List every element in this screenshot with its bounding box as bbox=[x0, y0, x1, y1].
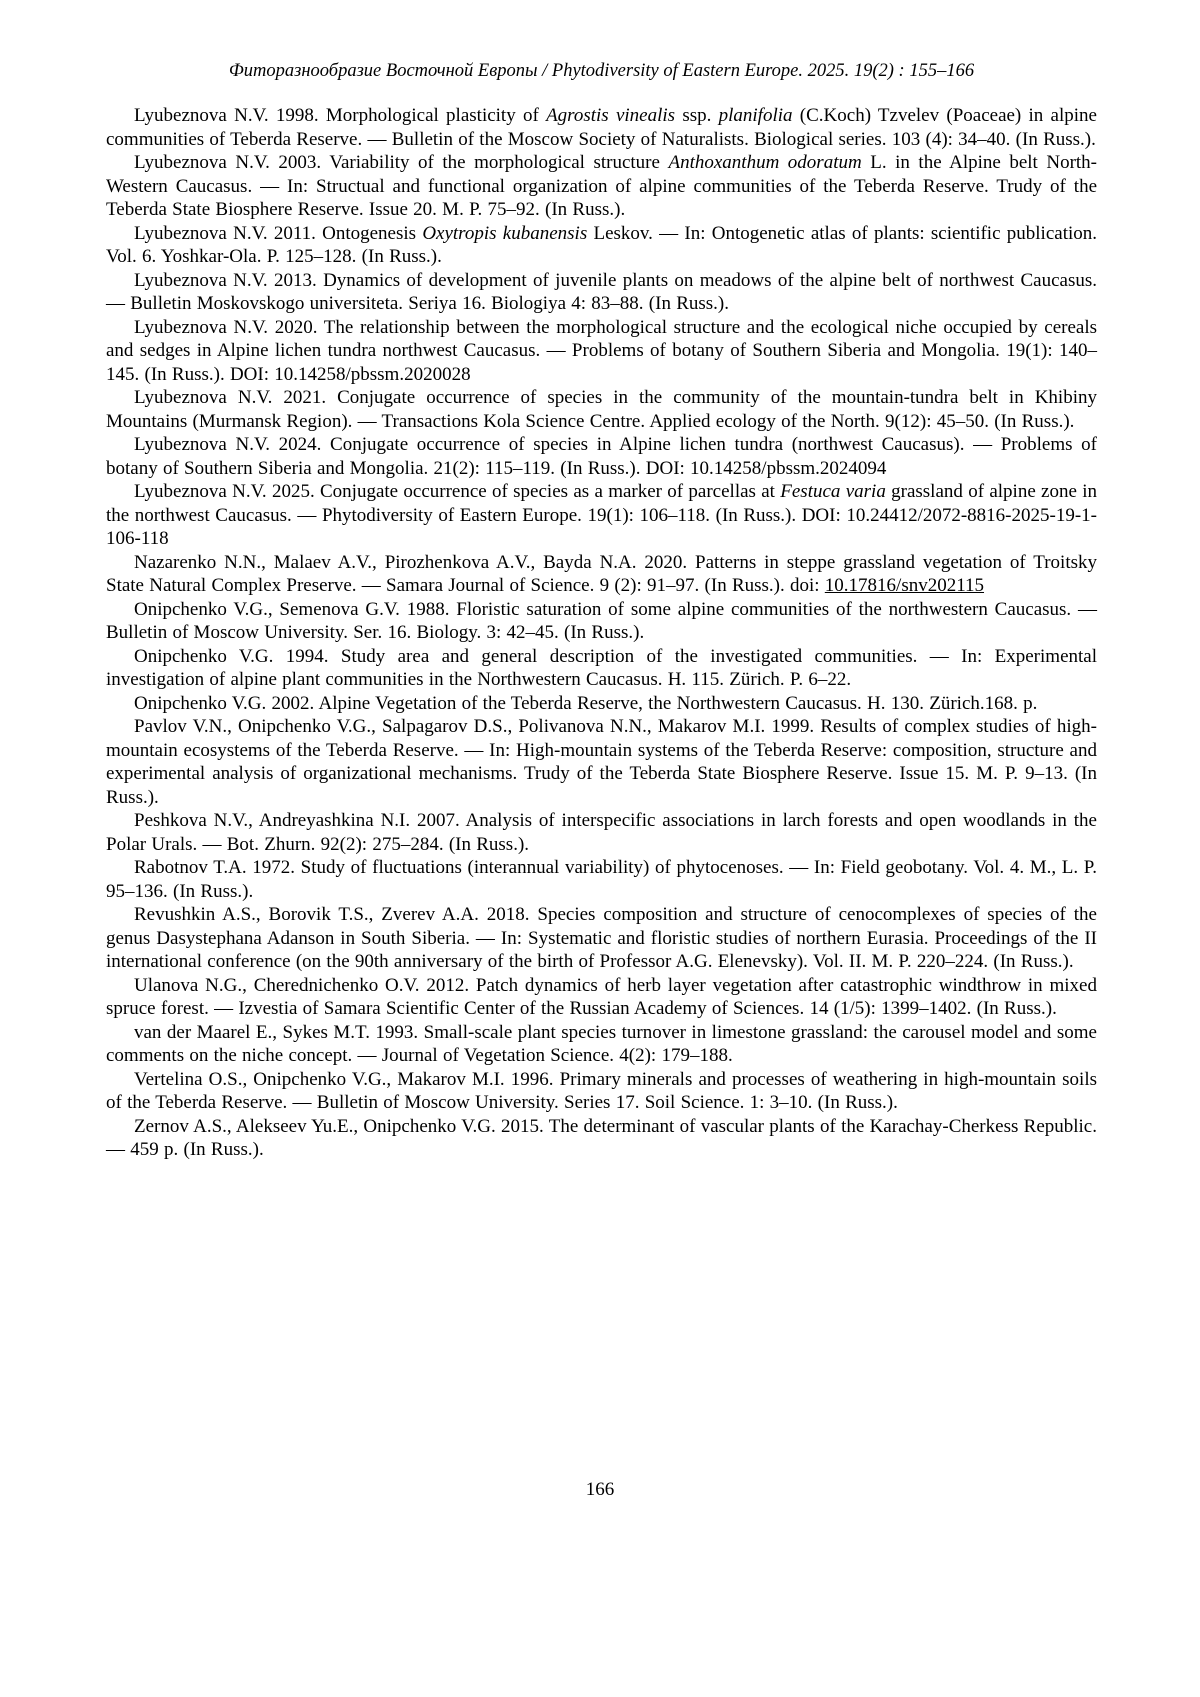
reference-entry bbox=[106, 715, 1097, 809]
reference-text: Ulanova N.G., Cherednichenko O.V. 2012. Patch dynamics of herb layer vegetation after catastrophic windthrow in mixed spruce forest. — Izvestia of Samara Scientific Center of the Russian Academy of Sciences. 14 (1/5): 1399–1402. (In Russ.). bbox=[106, 974, 1097, 1019]
taxon-name: Agrostis vinealis bbox=[546, 105, 676, 126]
running-header: Фиторазнообразие Восточной Европы / Phytodiversity of Eastern Europe. 2025. 19(2) : 155–166 bbox=[228, 61, 975, 81]
reference-text: Lyubeznova N.V. 2003. Variability of the morphological structure bbox=[134, 152, 669, 173]
taxon-name: Oxytropis kubanensis bbox=[422, 222, 588, 244]
doi-link[interactable]: 10.17816/snv202115 bbox=[824, 575, 985, 596]
reference-entry bbox=[106, 645, 1097, 692]
reference-entry bbox=[106, 809, 1097, 856]
reference-entry bbox=[106, 433, 1097, 480]
reference-text: Revushkin A.S., Borovik T.S., Zverev A.A. 2018. Species composition and structure of cenocomplexes of species of the genus Dasystephana Adanson in South Siberia. — In: Systematic and floristic studies of northern Eurasia. Proceedings of the II international conference (on the 90th anniversary of the birth of Professor A.G. Elenevsky). Vol. II. M. P. 220–224. (In Russ.). bbox=[106, 904, 1097, 972]
reference-text: Onipchenko V.G. 2002. Alpine Vegetation of the Teberda Reserve, the Northwestern Caucasus. H. 130. Zürich.168. p. bbox=[134, 692, 1038, 714]
taxon-name: planifolia bbox=[718, 105, 793, 126]
reference-text: Onipchenko V.G., Semenova G.V. 1988. Floristic saturation of some alpine communities of the northwestern Caucasus. — Bulletin of Moscow University. Ser. 16. Biology. 3: 42–45. (In Russ.). bbox=[106, 598, 1097, 643]
reference-text: ssp. bbox=[675, 105, 719, 126]
reference-text: Lyubeznova N.V. 2025. Conjugate occurrence of species as a marker of parcellas at bbox=[134, 481, 781, 502]
reference-text: grassland of alpine zone in the northwest Caucasus. — Phytodiversity of Eastern Europe. 19(1): 106–118. (In Russ.). DOI: 10.24412/2072-8816-2025-19-1-106-118 bbox=[106, 481, 1097, 549]
reference-text: Lyubeznova N.V. 1998. Morphological plasticity of bbox=[134, 105, 547, 126]
reference-text: Lyubeznova N.V. 2013. Dynamics of development of juvenile plants on meadows of the alpine belt of northwest Caucasus. — Bulletin Moskovskogo universiteta. Seriya 16. Biologiya 4: 83–88. (In Russ.). bbox=[106, 269, 1097, 314]
page-number: 166 bbox=[585, 1479, 615, 1500]
reference-entry bbox=[106, 386, 1097, 433]
reference-entry bbox=[106, 104, 1097, 151]
reference-entry bbox=[106, 1115, 1097, 1162]
reference-text: Pavlov V.N., Onipchenko V.G., Salpagarov D.S., Polivanova N.N., Makarov M.I. 1999. Results of complex studies of high-mountain ecosystems of the Teberda Reserve. — In: High-mountain systems of the Teberda Reserve: composition, structure and experimental analysis of organizational mechanisms. Trudy of the Teberda State Biosphere Reserve. Issue 15. M. P. 9–13. (In Russ.). bbox=[106, 716, 1097, 808]
references-list bbox=[106, 104, 1097, 1162]
reference-entry bbox=[106, 903, 1097, 974]
reference-entry bbox=[106, 1021, 1097, 1068]
reference-text: L. in the Alpine belt North-Western Caucasus. — In: Structual and functional organization of alpine communities of the Teberda Reserve. Trudy of the Teberda State Biosphere Reserve. Issue 20. M. P. 75–92. (In Russ.). bbox=[106, 152, 1098, 220]
reference-entry bbox=[106, 151, 1097, 222]
reference-text: van der Maarel E., Sykes M.T. 1993. Small-scale plant species turnover in limestone grassland: the carousel model and some comments on the niche concept. — Journal of Vegetation Science. 4(2): 179–188. bbox=[106, 1021, 1097, 1066]
reference-text: Lyubeznova N.V. 2021. Conjugate occurrence of species in the community of the mountain-tundra belt in Khibiny Mountains (Murmansk Region). — Transactions Kola Science Centre. Applied ecology of the North. 9(12): 45–50. (In Russ.). bbox=[106, 387, 1097, 432]
reference-text: Zernov A.S., Alekseev Yu.E., Onipchenko V.G. 2015. The determinant of vascular plants of the Karachay-Cherkess Republic. — 459 p. (In Russ.). bbox=[106, 1115, 1097, 1160]
reference-text: Peshkova N.V., Andreyashkina N.I. 2007. Analysis of interspecific associations in larch forests and open woodlands in the Polar Urals. — Bot. Zhurn. 92(2): 275–284. (In Russ.). bbox=[106, 810, 1097, 855]
reference-entry bbox=[106, 692, 1097, 716]
reference-text: (C.Koch) Tzvelev (Poaceae) in alpine communities of Teberda Reserve. — Bulletin of the Moscow Society of Naturalists. Biological series. 103 (4): 34–40. (In Russ.). bbox=[106, 105, 1097, 150]
reference-entry bbox=[106, 598, 1097, 645]
reference-entry bbox=[106, 856, 1097, 903]
reference-entry bbox=[106, 974, 1097, 1021]
reference-text: Lyubeznova N.V. 2024. Conjugate occurrence of species in Alpine lichen tundra (northwest Caucasus). — Problems of botany of Southern Siberia and Mongolia. 21(2): 115–119. (In Russ.). DOI: 10.14258/pbssm.2024094 bbox=[106, 434, 1097, 479]
reference-text: Rabotnov T.A. 1972. Study of fluctuations (interannual variability) of phytocenoses. — In: Field geobotany. Vol. 4. M., L. P. 95–136. (In Russ.). bbox=[106, 857, 1097, 902]
reference-text: Leskov. — In: Ontogenetic atlas of plants: scientific publication. Vol. 6. Yoshkar-Ola. P. 125–128. (In Russ.). bbox=[106, 222, 1097, 267]
reference-text: Lyubeznova N.V. 2020. The relationship between the morphological structure and the ecological niche occupied by cereals and sedges in Alpine lichen tundra northwest Caucasus. — Problems of botany of Southern Siberia and Mongolia. 19(1): 140–145. (In Russ.). DOI: 10.14258/pbssm.2020028 bbox=[106, 316, 1097, 385]
reference-text: Lyubeznova N.V. 2011. Ontogenesis bbox=[134, 222, 423, 244]
reference-text: Nazarenko N.N., Malaev A.V., Pirozhenkova A.V., Bayda N.A. 2020. Patterns in steppe grassland vegetation of Troitsky State Natural Complex Preserve. — Samara Journal of Science. 9 (2): 91–97. (In Russ.). doi: bbox=[106, 551, 1097, 596]
taxon-name: Festuca varia bbox=[780, 481, 886, 502]
taxon-name: Anthoxanthum odoratum bbox=[668, 152, 862, 173]
reference-entry bbox=[106, 1068, 1097, 1115]
reference-entry bbox=[106, 269, 1097, 316]
reference-entry bbox=[106, 551, 1097, 598]
reference-text: Onipchenko V.G. 1994. Study area and general description of the investigated communities. — In: Experimental investigation of alpine plant communities in the Northwestern Caucasus. H. 115. Zürich. P. 6–22. bbox=[106, 645, 1097, 690]
reference-text: Vertelina O.S., Onipchenko V.G., Makarov M.I. 1996. Primary minerals and processes of weathering in high-mountain soils of the Teberda Reserve. — Bulletin of Moscow University. Series 17. Soil Science. 1: 3–10. (In Russ.). bbox=[106, 1068, 1097, 1113]
reference-entry bbox=[106, 222, 1097, 269]
reference-entry bbox=[106, 316, 1097, 387]
reference-entry bbox=[106, 480, 1097, 551]
